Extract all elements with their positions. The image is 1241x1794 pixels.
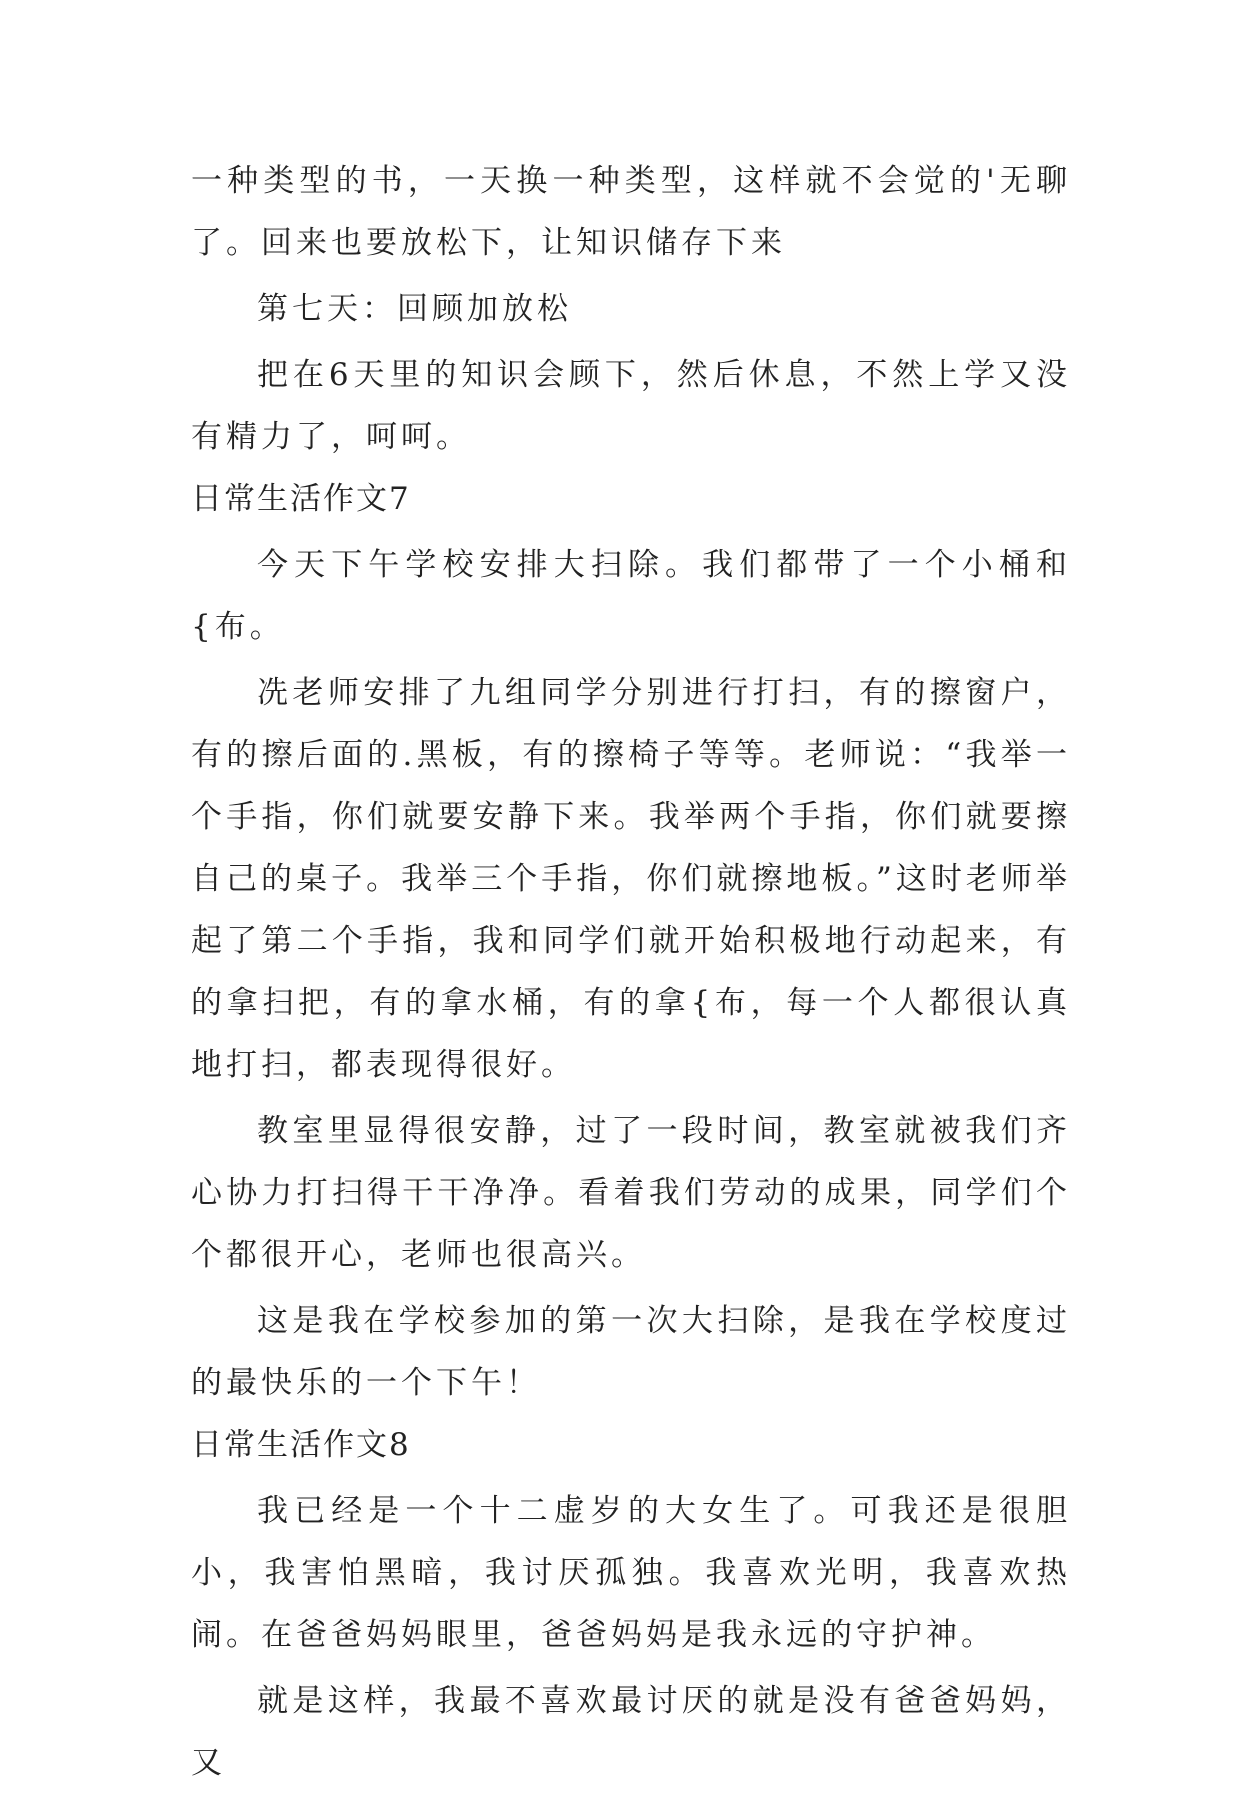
paragraph-essay7-1: 今天下午学校安排大扫除。我们都带了一个小桶和{布。 [191,547,1071,645]
paragraph-essay7-2: 冼老师安排了九组同学分别进行打扫，有的擦窗户，有的擦后面的.黑板，有的擦椅子等等。老师说：“我举一个手指，你们就要安静下来。我举两个手指，你们就要擦自己的桌子。我举三个手指，你们就擦地板。”这时老师举起了第二个手指，我和同学们就开始积极地行动起来，有的拿扫把，有的拿水桶，有的拿{布，每一个人都很认真地打扫，都表现得很好。 [191,675,1071,1083]
paragraph-1: 一种类型的书，一天换一种类型，这样就不会觉的'无聊了。回来也要放松下，让知识储存下来 [191,163,1071,261]
paragraph-essay7-4: 这是我在学校参加的第一次大扫除，是我在学校度过的最快乐的一个下午！ [191,1303,1071,1401]
paragraph-day-seven-body: 把在6天里的知识会顾下，然后休息，不然上学又没有精力了，呵呵。 [191,357,1071,455]
paragraph-essay8-2: 就是这样，我最不喜欢最讨厌的就是没有爸爸妈妈，又 [191,1683,1071,1781]
paragraph-essay7-3: 教室里显得很安静，过了一段时间，教室就被我们齐心协力打扫得干干净净。看着我们劳动的成果，同学们个个都很开心，老师也很高兴。 [191,1113,1071,1273]
document-body [191,150,1071,1794]
paragraph-essay8-1: 我已经是一个十二虚岁的大女生了。可我还是很胆小，我害怕黑暗，我讨厌孤独。我喜欢光明，我喜欢热闹。在爸爸妈妈眼里，爸爸妈妈是我永远的守护神。 [191,1493,1071,1653]
paragraph-day-seven-title: 第七天：回顾加放松 [257,291,572,327]
section-heading-essay-8: 日常生活作文8 [191,1427,411,1463]
section-heading-essay-7: 日常生活作文7 [191,481,411,517]
